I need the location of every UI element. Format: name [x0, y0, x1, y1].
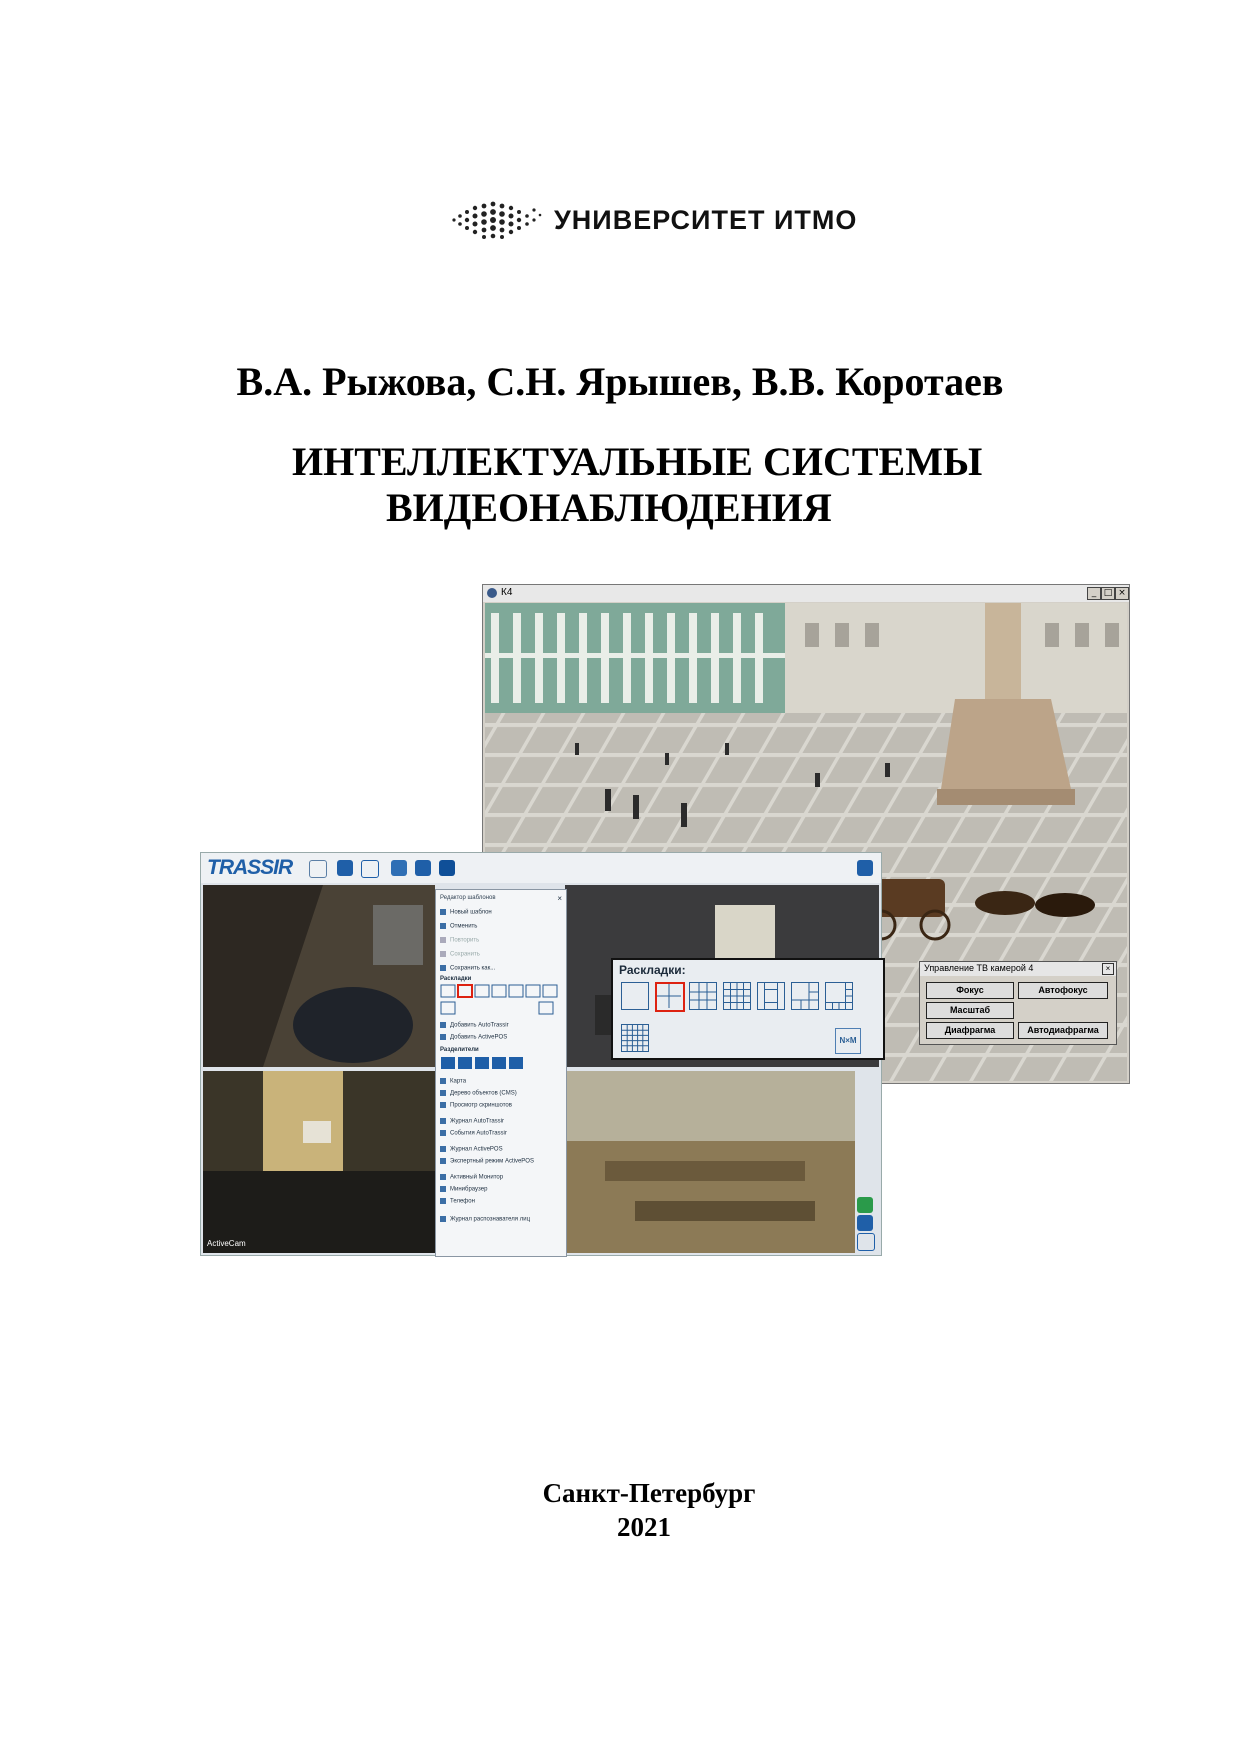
authors: В.А. Рыжова, С.Н. Ярышев, В.В. Коротаев — [236, 359, 1004, 404]
layout-nxm-button[interactable]: N×M — [835, 1028, 861, 1054]
layouts-label: Раскладки — [440, 976, 472, 982]
iris-button[interactable]: Диафрагма — [926, 1022, 1014, 1039]
library-room-view — [203, 885, 435, 1067]
camera-tile-4[interactable] — [565, 1071, 855, 1253]
wrench-icon[interactable] — [391, 860, 407, 876]
minimize-icon[interactable]: _ — [1087, 587, 1101, 600]
archive-icon[interactable] — [309, 860, 327, 878]
video-camera-icon[interactable] — [857, 860, 873, 876]
ptz-panel-title: Управление ТВ камерой 4 — [924, 963, 1034, 973]
menu-header: Редактор шаблонов — [440, 895, 496, 901]
itmo-logo — [448, 196, 868, 244]
menu-item-screenshots[interactable]: Просмотр скриншотов — [440, 1102, 512, 1109]
layout-1plus7[interactable] — [825, 982, 853, 1010]
camera-tile-1[interactable] — [203, 885, 435, 1067]
trassir-window — [200, 852, 882, 1256]
close-icon[interactable]: × — [1102, 963, 1114, 975]
camera-window-title: К4 — [501, 587, 513, 598]
layout-5x5[interactable] — [621, 1024, 649, 1052]
menu-item-add-activepos[interactable]: Добавить ActivePOS — [440, 1034, 507, 1041]
ptz-control-panel — [919, 961, 1117, 1045]
camera-app-icon — [486, 587, 498, 599]
layouts-popup — [611, 958, 885, 1060]
edit-icon[interactable] — [439, 860, 455, 876]
dividers-label: Разделители — [440, 1047, 479, 1053]
menu-item-save-as[interactable]: Сохранить как... — [440, 965, 495, 972]
menu-item-face-log[interactable]: Журнал распознавателя лиц — [440, 1216, 530, 1223]
layout-1plus5[interactable] — [791, 982, 819, 1010]
divider-options[interactable] — [440, 1056, 530, 1070]
layout-1plus12[interactable] — [757, 982, 785, 1010]
book-title-line-1: ИНТЕЛЛЕКТУАЛЬНЫЕ СИСТЕМЫ — [292, 439, 983, 484]
menu-item-map[interactable]: Карта — [440, 1078, 466, 1085]
maximize-icon[interactable]: □ — [1101, 587, 1115, 600]
menu-item-minibrowser[interactable]: Минибраузер — [440, 1186, 487, 1193]
university-name: УНИВЕРСИТЕТ ИТМО — [554, 204, 858, 235]
layout-icon[interactable] — [337, 860, 353, 876]
menu-item-activepos-log[interactable]: Журнал ActivePOS — [440, 1146, 503, 1153]
trassir-toolbar — [201, 853, 881, 883]
menu-item-add-autotrassir[interactable]: Добавить AutoTrassir — [440, 1022, 509, 1029]
layout-1x1[interactable] — [621, 982, 649, 1010]
focus-button[interactable]: Фокус — [926, 982, 1014, 999]
menu-item-undo[interactable]: Отменить — [440, 923, 477, 930]
menu-item-save[interactable]: Сохранить — [440, 951, 480, 958]
close-icon[interactable]: × — [557, 894, 562, 903]
itmo-dots-logo-icon — [448, 196, 546, 244]
lecture-room-view — [203, 1071, 435, 1253]
menu-item-new-template[interactable]: Новый шаблон — [440, 909, 492, 916]
auto-iris-button[interactable]: Автодиафрагма — [1018, 1022, 1108, 1039]
microphone-icon[interactable] — [857, 1197, 873, 1213]
playback-icon[interactable] — [857, 1233, 875, 1251]
menu-item-autotrassir-events[interactable]: События AutoTrassir — [440, 1130, 507, 1137]
layout-grid-small[interactable] — [440, 984, 562, 1018]
laboratory-view — [565, 1071, 855, 1253]
puzzle-icon[interactable] — [415, 860, 431, 876]
layout-2x2[interactable] — [655, 982, 685, 1012]
close-icon[interactable]: × — [1115, 587, 1129, 600]
ptz-panel-header — [920, 962, 1116, 976]
trassir-logo: TRASSIR — [207, 856, 293, 879]
grid-icon[interactable] — [361, 860, 379, 878]
zoom-button[interactable]: Масштаб — [926, 1002, 1014, 1019]
template-editor-menu — [435, 889, 567, 1257]
layout-4x4[interactable] — [723, 982, 751, 1010]
book-title-line-2: ВИДЕОНАБЛЮДЕНИЯ — [386, 485, 832, 530]
archive-icon[interactable] — [857, 1215, 873, 1231]
publication-city: Санкт-Петербург — [542, 1478, 756, 1508]
layouts-popup-title: Раскладки: — [619, 963, 686, 977]
publication-year: 2021 — [617, 1512, 671, 1542]
menu-item-autotrassir-log[interactable]: Журнал AutoTrassir — [440, 1118, 504, 1125]
menu-item-redo[interactable]: Повторить — [440, 937, 479, 944]
layout-3x3[interactable] — [689, 982, 717, 1010]
menu-item-activepos-expert[interactable]: Экспертный режим ActivePOS — [440, 1158, 534, 1165]
camera-window-titlebar — [483, 585, 1129, 602]
menu-item-active-monitor[interactable]: Активный Монитор — [440, 1174, 503, 1181]
camera-tile-3[interactable] — [203, 1071, 435, 1253]
menu-item-phone[interactable]: Телефон — [440, 1198, 475, 1205]
camera-label: ActiveCam — [207, 1239, 246, 1248]
autofocus-button[interactable]: Автофокус — [1018, 982, 1108, 999]
menu-item-object-tree[interactable]: Дерево объектов (CMS) — [440, 1090, 517, 1097]
